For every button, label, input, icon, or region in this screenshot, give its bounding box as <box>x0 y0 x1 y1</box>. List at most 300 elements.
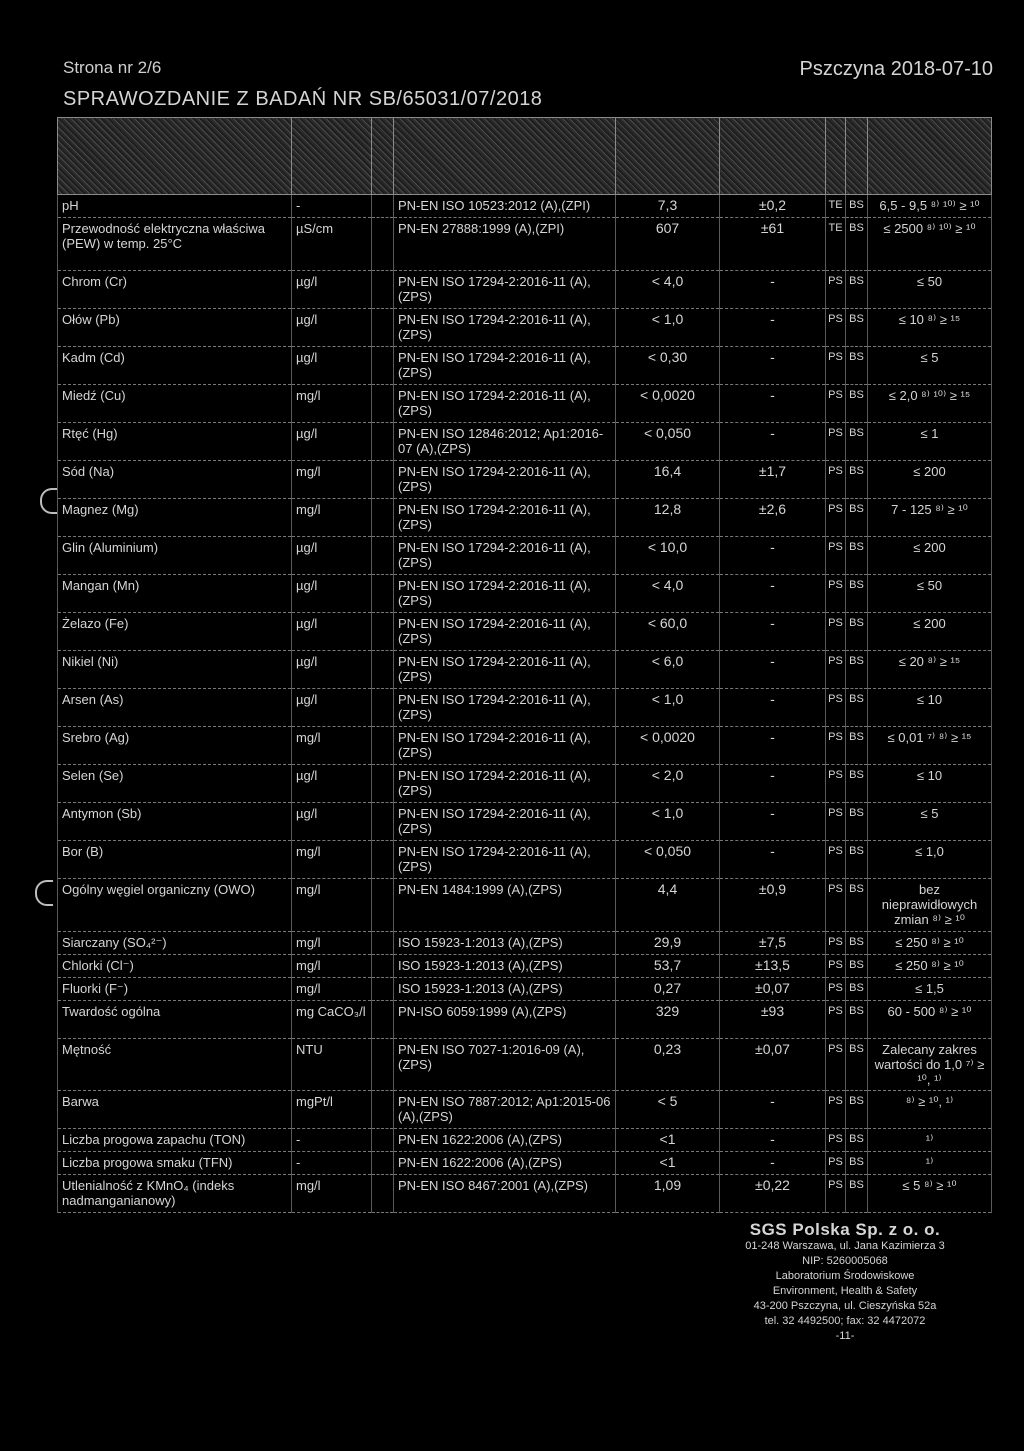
unit-cell: mg/l <box>292 461 372 499</box>
uncertainty-cell: - <box>720 1129 826 1152</box>
limit-cell: ≤ 50 <box>868 271 992 309</box>
code-b-cell: BS <box>846 1091 868 1129</box>
result-cell: 7,3 <box>616 195 720 218</box>
method-cell: PN-EN ISO 17294-2:2016-11 (A),(ZPS) <box>394 689 616 727</box>
uncertainty-cell: - <box>720 1091 826 1129</box>
uncertainty-cell: ±0,2 <box>720 195 826 218</box>
parameter-cell: Kadm (Cd) <box>58 347 292 385</box>
limit-cell: ≤ 1,5 <box>868 978 992 1001</box>
blank-cell <box>372 537 394 575</box>
code-b-cell: BS <box>846 978 868 1001</box>
result-cell: <1 <box>616 1129 720 1152</box>
code-b-cell: BS <box>846 727 868 765</box>
method-cell: PN-EN ISO 17294-2:2016-11 (A),(ZPS) <box>394 499 616 537</box>
unit-cell: µS/cm <box>292 218 372 271</box>
code-a-cell: PS <box>826 651 846 689</box>
uncertainty-cell: ±1,7 <box>720 461 826 499</box>
blank-cell <box>372 841 394 879</box>
limit-cell: bez nieprawidłowych zmian ⁸⁾ ≥ ¹⁰ <box>868 879 992 932</box>
result-cell: < 0,050 <box>616 841 720 879</box>
parameter-cell: Chrom (Cr) <box>58 271 292 309</box>
table-row <box>58 932 992 955</box>
limit-cell: ≤ 200 <box>868 613 992 651</box>
result-cell: 29,9 <box>616 932 720 955</box>
header-result <box>616 118 720 195</box>
code-a-cell: PS <box>826 499 846 537</box>
blank-cell <box>372 499 394 537</box>
code-b-cell: BS <box>846 803 868 841</box>
parameter-cell: Fluorki (F⁻) <box>58 978 292 1001</box>
header-code-b <box>846 118 868 195</box>
result-cell: 607 <box>616 218 720 271</box>
table-row <box>58 195 992 218</box>
code-a-cell: PS <box>826 1001 846 1039</box>
blank-cell <box>372 1175 394 1213</box>
uncertainty-cell: - <box>720 765 826 803</box>
limit-cell: ≤ 20 ⁸⁾ ≥ ¹⁵ <box>868 651 992 689</box>
uncertainty-cell: ±0,22 <box>720 1175 826 1213</box>
limit-cell: 7 - 125 ⁸⁾ ≥ ¹⁰ <box>868 499 992 537</box>
unit-cell: - <box>292 195 372 218</box>
blank-cell <box>372 271 394 309</box>
parameter-cell: Liczba progowa zapachu (TON) <box>58 1129 292 1152</box>
limit-cell: ¹⁾ <box>868 1152 992 1175</box>
unit-cell: µg/l <box>292 765 372 803</box>
method-cell: ISO 15923-1:2013 (A),(ZPS) <box>394 932 616 955</box>
code-b-cell: BS <box>846 423 868 461</box>
code-b-cell: BS <box>846 613 868 651</box>
blank-cell <box>372 309 394 347</box>
code-a-cell: PS <box>826 727 846 765</box>
header-uncertainty <box>720 118 826 195</box>
code-a-cell: PS <box>826 1129 846 1152</box>
unit-cell: - <box>292 1129 372 1152</box>
method-cell: PN-EN ISO 17294-2:2016-11 (A),(ZPS) <box>394 727 616 765</box>
unit-cell: µg/l <box>292 309 372 347</box>
code-b-cell: BS <box>846 195 868 218</box>
code-a-cell: PS <box>826 423 846 461</box>
blank-cell <box>372 195 394 218</box>
unit-cell: µg/l <box>292 271 372 309</box>
uncertainty-cell: - <box>720 1152 826 1175</box>
method-cell: PN-EN 1622:2006 (A),(ZPS) <box>394 1129 616 1152</box>
result-cell: < 10,0 <box>616 537 720 575</box>
code-a-cell: PS <box>826 1175 846 1213</box>
code-a-cell: PS <box>826 347 846 385</box>
limit-cell: 60 - 500 ⁸⁾ ≥ ¹⁰ <box>868 1001 992 1039</box>
code-a-cell: PS <box>826 385 846 423</box>
code-a-cell: PS <box>826 765 846 803</box>
parameter-cell: Barwa <box>58 1091 292 1129</box>
blank-cell <box>372 385 394 423</box>
method-cell: PN-EN ISO 17294-2:2016-11 (A),(ZPS) <box>394 575 616 613</box>
parameter-cell: Liczba progowa smaku (TFN) <box>58 1152 292 1175</box>
table-row <box>58 765 992 803</box>
parameter-cell: Srebro (Ag) <box>58 727 292 765</box>
table-row <box>58 423 992 461</box>
unit-cell: mg/l <box>292 879 372 932</box>
place-date: Pszczyna 2018-07-10 <box>799 58 993 80</box>
code-b-cell: BS <box>846 689 868 727</box>
parameter-cell: Bor (B) <box>58 841 292 879</box>
table-row <box>58 461 992 499</box>
parameter-cell: pH <box>58 195 292 218</box>
code-a-cell: PS <box>826 461 846 499</box>
parameter-cell: Magnez (Mg) <box>58 499 292 537</box>
code-a-cell: PS <box>826 932 846 955</box>
blank-cell <box>372 765 394 803</box>
code-a-cell: PS <box>826 803 846 841</box>
code-b-cell: BS <box>846 1175 868 1213</box>
result-cell: 53,7 <box>616 955 720 978</box>
code-b-cell: BS <box>846 879 868 932</box>
limit-cell: ≤ 10 <box>868 765 992 803</box>
table-row <box>58 1175 992 1213</box>
parameter-cell: Nikiel (Ni) <box>58 651 292 689</box>
parameter-cell: Ogólny węgiel organiczny (OWO) <box>58 879 292 932</box>
unit-cell: mg/l <box>292 1175 372 1213</box>
blank-cell <box>372 613 394 651</box>
limit-cell: ≤ 250 ⁸⁾ ≥ ¹⁰ <box>868 932 992 955</box>
result-cell: < 1,0 <box>616 309 720 347</box>
limit-cell: ⁸⁾ ≥ ¹⁰, ¹⁾ <box>868 1091 992 1129</box>
result-cell: < 6,0 <box>616 651 720 689</box>
parameter-cell: Siarczany (SO₄²⁻) <box>58 932 292 955</box>
unit-cell: µg/l <box>292 537 372 575</box>
limit-cell: ≤ 5 <box>868 803 992 841</box>
unit-cell: mg/l <box>292 841 372 879</box>
result-cell: < 0,0020 <box>616 385 720 423</box>
code-a-cell: PS <box>826 1152 846 1175</box>
table-row <box>58 613 992 651</box>
page-number: Strona nr 2/6 <box>63 58 162 77</box>
method-cell: PN-EN ISO 12846:2012; Ap1:2016-07 (A),(ZPS) <box>394 423 616 461</box>
code-a-cell: PS <box>826 978 846 1001</box>
code-a-cell: PS <box>826 1091 846 1129</box>
code-a-cell: PS <box>826 613 846 651</box>
limit-cell: ≤ 50 <box>868 575 992 613</box>
code-b-cell: BS <box>846 955 868 978</box>
result-cell: 0,27 <box>616 978 720 1001</box>
header-blank <box>372 118 394 195</box>
code-b-cell: BS <box>846 765 868 803</box>
limit-cell: 6,5 - 9,5 ⁸⁾ ¹⁰⁾ ≥ ¹⁰ <box>868 195 992 218</box>
uncertainty-cell: ±0,07 <box>720 1039 826 1091</box>
result-cell: 4,4 <box>616 879 720 932</box>
method-cell: PN-EN ISO 17294-2:2016-11 (A),(ZPS) <box>394 347 616 385</box>
report-title: SPRAWOZDANIE Z BADAŃ NR SB/65031/07/2018 <box>63 88 543 110</box>
stamp-line: -11- <box>835 1330 855 1342</box>
unit-cell: mg/l <box>292 955 372 978</box>
method-cell: PN-EN ISO 7887:2012; Ap1:2015-06 (A),(ZPS) <box>394 1091 616 1129</box>
uncertainty-cell: - <box>720 651 826 689</box>
parameter-cell: Glin (Aluminium) <box>58 537 292 575</box>
code-b-cell: BS <box>846 1039 868 1091</box>
parameter-cell: Ołów (Pb) <box>58 309 292 347</box>
parameter-cell: Przewodność elektryczna właściwa (PEW) w temp. 25°C <box>58 218 292 271</box>
table-row <box>58 575 992 613</box>
table-row <box>58 537 992 575</box>
code-b-cell: BS <box>846 1152 868 1175</box>
method-cell: PN-EN ISO 7027-1:2016-09 (A),(ZPS) <box>394 1039 616 1091</box>
table-header-row <box>58 118 992 195</box>
blank-cell <box>372 955 394 978</box>
method-cell: PN-EN ISO 8467:2001 (A),(ZPS) <box>394 1175 616 1213</box>
blank-cell <box>372 1039 394 1091</box>
code-b-cell: BS <box>846 537 868 575</box>
result-cell: < 4,0 <box>616 575 720 613</box>
uncertainty-cell: ±0,07 <box>720 978 826 1001</box>
page-header <box>63 58 993 110</box>
blank-cell <box>372 423 394 461</box>
method-cell: PN-EN ISO 17294-2:2016-11 (A),(ZPS) <box>394 651 616 689</box>
company-stamp <box>725 1222 965 1344</box>
unit-cell: mg/l <box>292 499 372 537</box>
table-row <box>58 689 992 727</box>
result-cell: < 0,0020 <box>616 727 720 765</box>
table-row <box>58 218 992 271</box>
blank-cell <box>372 932 394 955</box>
unit-cell: mg CaCO₃/l <box>292 1001 372 1039</box>
code-b-cell: BS <box>846 271 868 309</box>
uncertainty-cell: ±61 <box>720 218 826 271</box>
result-cell: < 2,0 <box>616 765 720 803</box>
unit-cell: µg/l <box>292 575 372 613</box>
code-b-cell: BS <box>846 347 868 385</box>
limit-cell: ≤ 250 ⁸⁾ ≥ ¹⁰ <box>868 955 992 978</box>
code-a-cell: PS <box>826 955 846 978</box>
blank-cell <box>372 1091 394 1129</box>
code-b-cell: BS <box>846 499 868 537</box>
table-row <box>58 385 992 423</box>
result-cell: < 4,0 <box>616 271 720 309</box>
margin-bracket-mark <box>40 488 58 514</box>
uncertainty-cell: - <box>720 271 826 309</box>
uncertainty-cell: ±13,5 <box>720 955 826 978</box>
method-cell: PN-ISO 6059:1999 (A),(ZPS) <box>394 1001 616 1039</box>
parameter-cell: Antymon (Sb) <box>58 803 292 841</box>
table-row <box>58 803 992 841</box>
blank-cell <box>372 575 394 613</box>
method-cell: PN-EN ISO 17294-2:2016-11 (A),(ZPS) <box>394 537 616 575</box>
table-row <box>58 955 992 978</box>
table-row <box>58 499 992 537</box>
table-row <box>58 1091 992 1129</box>
code-a-cell: PS <box>826 1039 846 1091</box>
margin-bracket-mark <box>35 880 53 906</box>
blank-cell <box>372 803 394 841</box>
method-cell: PN-EN ISO 17294-2:2016-11 (A),(ZPS) <box>394 461 616 499</box>
table-row <box>58 879 992 932</box>
uncertainty-cell: - <box>720 575 826 613</box>
code-b-cell: BS <box>846 1001 868 1039</box>
limit-cell: ≤ 1 <box>868 423 992 461</box>
code-b-cell: BS <box>846 932 868 955</box>
table-row <box>58 727 992 765</box>
method-cell: PN-EN 1622:2006 (A),(ZPS) <box>394 1152 616 1175</box>
parameter-cell: Chlorki (Cl⁻) <box>58 955 292 978</box>
limit-cell: ≤ 10 <box>868 689 992 727</box>
result-cell: 0,23 <box>616 1039 720 1091</box>
method-cell: ISO 15923-1:2013 (A),(ZPS) <box>394 978 616 1001</box>
result-cell: < 1,0 <box>616 689 720 727</box>
blank-cell <box>372 651 394 689</box>
method-cell: PN-EN ISO 17294-2:2016-11 (A),(ZPS) <box>394 271 616 309</box>
unit-cell: µg/l <box>292 651 372 689</box>
unit-cell: µg/l <box>292 803 372 841</box>
blank-cell <box>372 689 394 727</box>
table-row <box>58 1001 992 1039</box>
parameter-cell: Miedź (Cu) <box>58 385 292 423</box>
header-code-a <box>826 118 846 195</box>
unit-cell: mg/l <box>292 385 372 423</box>
code-a-cell: TE <box>826 195 846 218</box>
code-b-cell: BS <box>846 385 868 423</box>
stamp-company-name: SGS Polska Sp. z o. o. <box>749 1220 941 1239</box>
table-row <box>58 271 992 309</box>
method-cell: PN-EN ISO 17294-2:2016-11 (A),(ZPS) <box>394 385 616 423</box>
blank-cell <box>372 461 394 499</box>
result-cell: < 0,30 <box>616 347 720 385</box>
parameter-cell: Mętność <box>58 1039 292 1091</box>
unit-cell: mgPt/l <box>292 1091 372 1129</box>
code-a-cell: PS <box>826 841 846 879</box>
result-cell: < 0,050 <box>616 423 720 461</box>
method-cell: PN-EN ISO 10523:2012 (A),(ZPI) <box>394 195 616 218</box>
limit-cell: ≤ 5 <box>868 347 992 385</box>
parameter-cell: Mangan (Mn) <box>58 575 292 613</box>
method-cell: PN-EN 1484:1999 (A),(ZPS) <box>394 879 616 932</box>
code-a-cell: PS <box>826 309 846 347</box>
code-b-cell: BS <box>846 461 868 499</box>
code-b-cell: BS <box>846 1129 868 1152</box>
limit-cell: ≤ 0,01 ⁷⁾ ⁸⁾ ≥ ¹⁵ <box>868 727 992 765</box>
limit-cell: ¹⁾ <box>868 1129 992 1152</box>
limit-cell: ≤ 10 ⁸⁾ ≥ ¹⁵ <box>868 309 992 347</box>
table-row <box>58 1129 992 1152</box>
code-a-cell: TE <box>826 218 846 271</box>
stamp-line: Laboratorium Środowiskowe <box>775 1270 915 1282</box>
method-cell: PN-EN ISO 17294-2:2016-11 (A),(ZPS) <box>394 803 616 841</box>
unit-cell: NTU <box>292 1039 372 1091</box>
blank-cell <box>372 978 394 1001</box>
parameter-cell: Utlenialność z KMnO₄ (indeks nadmanganianowy) <box>58 1175 292 1213</box>
code-b-cell: BS <box>846 309 868 347</box>
uncertainty-cell: - <box>720 537 826 575</box>
method-cell: PN-EN ISO 17294-2:2016-11 (A),(ZPS) <box>394 309 616 347</box>
uncertainty-cell: - <box>720 803 826 841</box>
uncertainty-cell: - <box>720 689 826 727</box>
limit-cell: ≤ 1,0 <box>868 841 992 879</box>
result-cell: 1,09 <box>616 1175 720 1213</box>
limit-cell: ≤ 200 <box>868 537 992 575</box>
parameter-cell: Żelazo (Fe) <box>58 613 292 651</box>
code-b-cell: BS <box>846 651 868 689</box>
method-cell: ISO 15923-1:2013 (A),(ZPS) <box>394 955 616 978</box>
blank-cell <box>372 879 394 932</box>
uncertainty-cell: - <box>720 613 826 651</box>
code-b-cell: BS <box>846 218 868 271</box>
result-cell: 16,4 <box>616 461 720 499</box>
limit-cell: ≤ 5 ⁸⁾ ≥ ¹⁰ <box>868 1175 992 1213</box>
limit-cell: ≤ 2500 ⁸⁾ ¹⁰⁾ ≥ ¹⁰ <box>868 218 992 271</box>
unit-cell: - <box>292 1152 372 1175</box>
blank-cell <box>372 727 394 765</box>
header-limit <box>868 118 992 195</box>
parameter-cell: Arsen (As) <box>58 689 292 727</box>
blank-cell <box>372 1152 394 1175</box>
header-method <box>394 118 616 195</box>
uncertainty-cell: ±0,9 <box>720 879 826 932</box>
code-b-cell: BS <box>846 841 868 879</box>
parameter-cell: Selen (Se) <box>58 765 292 803</box>
header-parameter <box>58 118 292 195</box>
uncertainty-cell: - <box>720 423 826 461</box>
result-cell: 12,8 <box>616 499 720 537</box>
uncertainty-cell: - <box>720 309 826 347</box>
code-a-cell: PS <box>826 879 846 932</box>
stamp-line: NIP: 5260005068 <box>802 1255 888 1267</box>
parameter-cell: Sód (Na) <box>58 461 292 499</box>
result-cell: < 5 <box>616 1091 720 1129</box>
table-row <box>58 978 992 1001</box>
code-a-cell: PS <box>826 689 846 727</box>
unit-cell: mg/l <box>292 727 372 765</box>
method-cell: PN-EN ISO 17294-2:2016-11 (A),(ZPS) <box>394 841 616 879</box>
uncertainty-cell: - <box>720 841 826 879</box>
code-a-cell: PS <box>826 575 846 613</box>
stamp-line: 01-248 Warszawa, ul. Jana Kazimierza 3 <box>745 1240 945 1252</box>
table-row <box>58 309 992 347</box>
results-table <box>57 117 992 1213</box>
blank-cell <box>372 347 394 385</box>
unit-cell: µg/l <box>292 689 372 727</box>
uncertainty-cell: ±7,5 <box>720 932 826 955</box>
blank-cell <box>372 1001 394 1039</box>
result-cell: 329 <box>616 1001 720 1039</box>
stamp-line: 43-200 Pszczyna, ul. Cieszyńska 52a <box>753 1300 937 1312</box>
uncertainty-cell: - <box>720 727 826 765</box>
parameter-cell: Rtęć (Hg) <box>58 423 292 461</box>
unit-cell: mg/l <box>292 932 372 955</box>
uncertainty-cell: - <box>720 385 826 423</box>
method-cell: PN-EN 27888:1999 (A),(ZPI) <box>394 218 616 271</box>
header-unit <box>292 118 372 195</box>
uncertainty-cell: ±2,6 <box>720 499 826 537</box>
result-cell: < 1,0 <box>616 803 720 841</box>
table-row <box>58 651 992 689</box>
unit-cell: mg/l <box>292 978 372 1001</box>
result-cell: < 60,0 <box>616 613 720 651</box>
stamp-line: Environment, Health & Safety <box>772 1285 918 1297</box>
uncertainty-cell: ±93 <box>720 1001 826 1039</box>
method-cell: PN-EN ISO 17294-2:2016-11 (A),(ZPS) <box>394 765 616 803</box>
unit-cell: µg/l <box>292 613 372 651</box>
code-b-cell: BS <box>846 575 868 613</box>
unit-cell: µg/l <box>292 347 372 385</box>
limit-cell: ≤ 2,0 ⁸⁾ ¹⁰⁾ ≥ ¹⁵ <box>868 385 992 423</box>
blank-cell <box>372 1129 394 1152</box>
table-row <box>58 347 992 385</box>
table-row <box>58 841 992 879</box>
limit-cell: ≤ 200 <box>868 461 992 499</box>
code-a-cell: PS <box>826 537 846 575</box>
method-cell: PN-EN ISO 17294-2:2016-11 (A),(ZPS) <box>394 613 616 651</box>
result-cell: <1 <box>616 1152 720 1175</box>
code-a-cell: PS <box>826 271 846 309</box>
limit-cell: Zalecany zakres wartości do 1,0 ⁷⁾ ≥ ¹⁰, ¹⁾ <box>868 1039 992 1091</box>
stamp-line: tel. 32 4492500; fax: 32 4472072 <box>764 1315 926 1327</box>
